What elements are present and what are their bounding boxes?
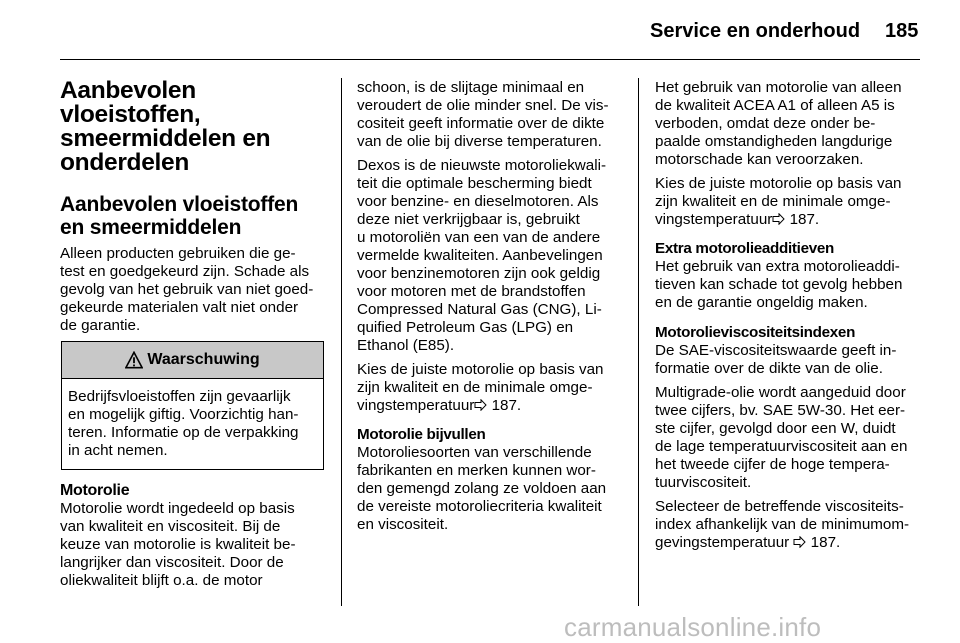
body-line: langrijker dan viscositeit. Door de [60, 554, 284, 571]
body-line: Het gebruik van extra motorolieaddi- [655, 258, 900, 275]
watermark: carmanualsonline.info [564, 612, 822, 642]
warning-title: Waarschuwing [147, 351, 260, 368]
body-line: gevolg van het gebruik van niet goed- [60, 281, 314, 298]
warning-line: en mogelijk giftig. Voorzichtig han- [68, 406, 299, 423]
sub-heading-line: Aanbevolen vloeistoffen [60, 193, 299, 216]
body-line: tuurviscositeit. [655, 474, 752, 491]
body-line: zijn kwaliteit en de minimale omge- [655, 193, 891, 210]
viscositeit-heading: Motorolieviscositeitsindexen [655, 324, 856, 341]
body-line: gekeurde materialen valt niet onder [60, 299, 299, 316]
body-line: Ethanol (E85). [357, 337, 455, 354]
main-heading-line: vloeistoffen, [60, 101, 201, 128]
body-line: keuze van motorolie is kwaliteit be- [60, 536, 296, 553]
body-line: Kies de juiste motorolie op basis van [655, 175, 902, 192]
main-heading-line: smeermiddelen en [60, 125, 271, 152]
body-line: de vereiste motoroliecriteria kwaliteit [357, 498, 602, 515]
body-line: schoon, is de slijtage minimaal en [357, 79, 585, 96]
body-line: cositeit geeft informatie over de dikte [357, 115, 605, 132]
header-divider [60, 59, 920, 60]
body-line: zijn kwaliteit en de minimale omge- [357, 379, 593, 396]
body-line: deze niet verkrijgbaar is, gebruikt [357, 211, 580, 228]
arrow-reference-icon [793, 536, 806, 548]
arrow-reference-icon [474, 399, 487, 411]
body-line: Alleen producten gebruiken die ge- [60, 245, 296, 262]
body-line: u motoroliën van een van de andere [357, 229, 601, 246]
body-line: de kwaliteit ACEA A1 of alleen A5 is [655, 97, 895, 114]
reference-page[interactable]: 187. [785, 211, 820, 228]
column-divider [341, 78, 342, 606]
body-line: motorschade kan veroorzaken. [655, 151, 864, 168]
body-line: Motoroliesoorten van verschillende [357, 444, 592, 461]
body-line: verboden, omdat deze onder be- [655, 115, 876, 132]
main-heading-line: onderdelen [60, 149, 190, 176]
warning-line: in acht nemen. [68, 442, 168, 459]
body-line: twee cijfers, bv. SAE 5W-30. Het eer- [655, 402, 906, 419]
reference-text: vingstemperatuur [357, 397, 475, 414]
body-line: Dexos is de nieuwste motoroliekwali- [357, 157, 607, 174]
body-line: Motorolie wordt ingedeeld op basis [60, 500, 295, 517]
body-line: paalde omstandigheden langdurige [655, 133, 893, 150]
body-line: Kies de juiste motorolie op basis van [357, 361, 604, 378]
main-heading-line: Aanbevolen [60, 77, 196, 104]
body-line: de lage temperatuurviscositeit aan en [655, 438, 908, 455]
body-line: voor benzine- en dieselmotoren. Als [357, 193, 599, 210]
arrow-reference-icon [772, 213, 785, 225]
warning-line: teren. Informatie op de verpakking [68, 424, 299, 441]
body-line: fabrikanten en merken kunnen wor- [357, 462, 596, 479]
body-line: quified Petroleum Gas (LPG) en [357, 319, 574, 336]
bijvullen-heading: Motorolie bijvullen [357, 426, 486, 443]
body-line: ste cijfer, gevolgd door een W, duidt [655, 420, 896, 437]
column-divider [638, 78, 639, 606]
section-title: Service en onderhoud [650, 20, 861, 42]
body-line: Het gebruik van motorolie van alleen [655, 79, 902, 96]
sub-heading-line: en smeermiddelen [60, 216, 242, 239]
additieven-heading: Extra motorolieadditieven [655, 240, 835, 257]
body-line: en de garantie ongeldig maken. [655, 294, 868, 311]
page-number: 185 [885, 20, 919, 42]
warning-line: Bedrijfsvloeistoffen zijn gevaarlijk [68, 388, 291, 405]
warning-triangle-icon [125, 351, 143, 369]
reference-page[interactable]: 187. [487, 397, 522, 414]
body-line: de garantie. [60, 317, 141, 334]
body-line: formatie over de dikte van de olie. [655, 360, 883, 377]
body-line: het tweede cijfer de hoge tempera- [655, 456, 890, 473]
body-line: vermelde kwaliteiten. Aanbevelingen [357, 247, 603, 264]
page-reference-line [655, 211, 819, 229]
body-line: De SAE-viscositeitswaarde geeft in- [655, 342, 897, 359]
body-line: veroudert de olie minder snel. De vis- [357, 97, 609, 114]
body-line: oliekwaliteit blijft o.a. de motor [60, 572, 263, 589]
body-line: van kwaliteit en viscositeit. Bij de [60, 518, 281, 535]
body-line: Selecteer de betreffende viscositeits- [655, 498, 904, 515]
body-line: en viscositeit. [357, 516, 449, 533]
page-reference-line [655, 534, 840, 552]
reference-text: vingstemperatuur [655, 211, 773, 228]
body-line: voor motoren met de brandstoffen [357, 283, 586, 300]
body-line: van de olie bij diverse temperaturen. [357, 133, 602, 150]
body-line: Compressed Natural Gas (CNG), Li- [357, 301, 602, 318]
body-line: den gemengd zolang ze voldoen aan [357, 480, 607, 497]
body-line: index afhankelijk van de minimumom- [655, 516, 910, 533]
warning-header [62, 342, 323, 379]
body-line: Multigrade-olie wordt aangeduid door [655, 384, 906, 401]
body-line: test en goedgekeurd zijn. Schade als [60, 263, 310, 280]
page-header [0, 0, 960, 61]
reference-page[interactable]: 187. [806, 534, 841, 551]
motorolie-heading: Motorolie [60, 482, 130, 499]
body-line: voor benzinemotoren zijn ook geldig [357, 265, 601, 282]
body-line: tieven kan schade tot gevolg hebben [655, 276, 903, 293]
body-line: teit die optimale bescherming biedt [357, 175, 592, 192]
page-reference-line [357, 397, 521, 415]
reference-text: gevingstemperatuur [655, 534, 794, 551]
